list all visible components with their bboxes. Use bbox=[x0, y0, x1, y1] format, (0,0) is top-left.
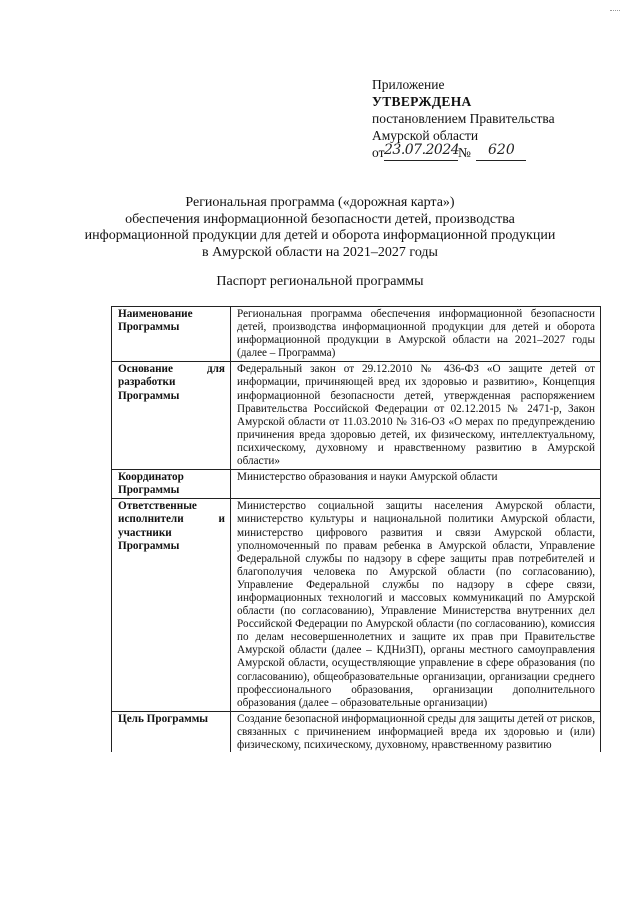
scan-artifact bbox=[610, 10, 620, 13]
row-value-basis: Федеральный закон от 29.12.2010 № 436-ФЗ «О защите детей от информации, причиняющей вред их здоровью и развитию», Концепция информационной безопасности детей, утвержденная распоряжением Правительства Российской Федерации от 02.12.2015 № 2471-р, Закон Амурской области от 11.03.2010 № 316-ОЗ «О мерах по предупреждению причинения вреда здоровью детей, их физическому, интеллектуальному, психическому, духовному и нравственному развитию в Амурской области» bbox=[231, 362, 601, 470]
approved-label: УТВЕРЖДЕНА bbox=[372, 94, 472, 109]
table-row bbox=[112, 499, 601, 712]
passport-table bbox=[111, 306, 601, 752]
row-label-coordinator: Координатор Программы bbox=[112, 470, 231, 499]
row-value-coordinator: Министерство образования и науки Амурской области bbox=[231, 470, 601, 499]
approval-authority: постановлением Правительства bbox=[372, 111, 555, 126]
number-sign: № bbox=[458, 145, 471, 160]
annex-label: Приложение bbox=[372, 77, 445, 92]
row-label-goal: Цель Программы bbox=[112, 711, 231, 752]
title-line-2: обеспечения информационной безопасности детей, производства bbox=[125, 211, 515, 227]
title-line-4: в Амурской области на 2021–2027 годы bbox=[202, 244, 438, 260]
row-value-name: Региональная программа обеспечения информационной безопасности детей, производства информационной продукции для детей и оборота информационной продукции в Амурской области на 2021–2027 годы (далее – Программа) bbox=[231, 307, 601, 362]
passport-heading: Паспорт региональной программы bbox=[216, 274, 424, 289]
handwritten-number: 620 bbox=[488, 142, 515, 158]
date-prefix: от bbox=[372, 145, 385, 160]
table-row bbox=[112, 711, 601, 752]
approval-region: Амурской области bbox=[372, 128, 479, 143]
program-title bbox=[80, 195, 560, 261]
date-underline bbox=[384, 160, 458, 161]
row-label-name: Наименование Программы bbox=[112, 307, 231, 362]
approval-date-line bbox=[372, 144, 622, 162]
handwritten-date: 23.07.2024 bbox=[384, 142, 460, 158]
table-row bbox=[112, 470, 601, 499]
row-label-executors: Ответственные исполнители и участники Программы bbox=[112, 499, 231, 712]
row-label-basis: Основание для разработки Программы bbox=[112, 362, 231, 470]
title-line-3: информационной продукции для детей и оборота информационной продукции bbox=[84, 228, 556, 243]
title-line-1: Региональная программа («дорожная карта») bbox=[185, 195, 455, 210]
approval-block bbox=[372, 76, 622, 162]
table-row bbox=[112, 362, 601, 470]
table-row bbox=[112, 307, 601, 362]
number-underline bbox=[476, 160, 526, 161]
row-value-executors: Министерство социальной защиты населения Амурской области, министерство культуры и национальной политики Амурской области, министерство цифрового развития и связи Амурской области, уполномоченный по правам ребенка в Амурской области, Управление Федеральной службы по надзору в сфере защиты прав потребителей и благополучия человека по Амурской области (по согласованию), Управление Федеральной службы по надзору в сфере связи, информационных технологий и массовых коммуникаций по Амурской области (по согласованию), Управление Министерства внутренних дел Российской Федерации по Амурской области (по согласованию), комиссия по делам несовершеннолетних и защите их прав при Правительстве Амурской области (далее – КДНиЗП), органы местного самоуправления Амурской области, осуществляющие управление в сфере образования (по согласованию), общеобразовательные организации, организации среднего профессионального образования, организации дополнительного образования (далее – образовательные организации) bbox=[231, 499, 601, 712]
row-value-goal: Создание безопасной информационной среды для защиты детей от рисков, связанных с причинением информацией вреда их здоровью и (или) физическому, психическому, духовному, нравственному развитию bbox=[231, 711, 601, 752]
